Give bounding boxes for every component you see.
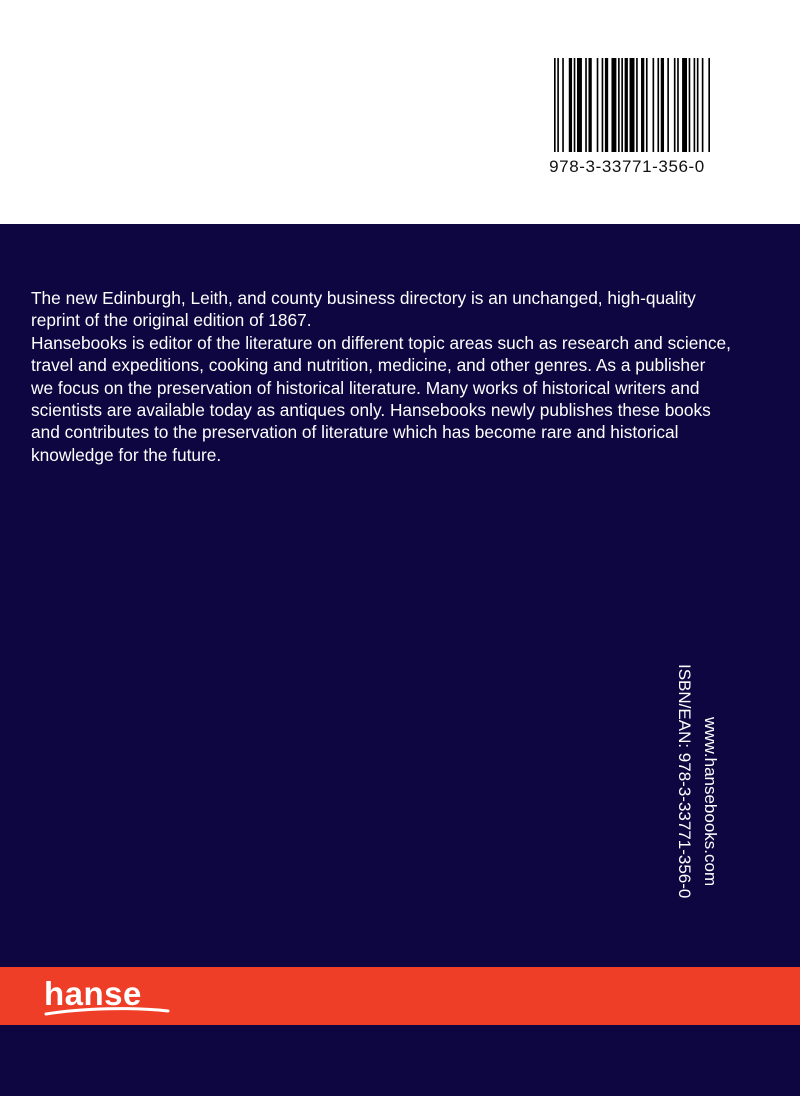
barcode-bar [653, 58, 655, 152]
barcode-number: 978-3-33771-356-0 [549, 157, 705, 176]
barcode-bar [577, 58, 582, 152]
barcode-bar [554, 58, 556, 152]
hanse-logo [44, 977, 172, 1017]
barcode-bar [708, 58, 710, 152]
barcode-bar [697, 58, 699, 152]
barcode-bar [646, 58, 648, 152]
barcode-bar [585, 58, 587, 152]
logo-wordmark: hanse [44, 975, 142, 1012]
barcode-bar [689, 58, 691, 152]
barcode-bar [588, 58, 591, 152]
barcode-bar [602, 58, 604, 152]
barcode-bar [667, 58, 669, 152]
barcode-bar [597, 58, 599, 152]
publisher-website: www.hansebooks.com [701, 717, 720, 887]
barcode-bar [702, 58, 704, 152]
logo-swoosh-icon [44, 1006, 172, 1018]
book-description [31, 287, 731, 466]
barcode-bars [554, 58, 710, 152]
barcode-bar [694, 58, 696, 152]
barcode-bar [574, 58, 576, 152]
barcode-bar [562, 58, 564, 152]
barcode-bar [618, 58, 620, 152]
isbn-ean-label: ISBN/EAN: 978-3-33771-356-0 [675, 664, 694, 899]
barcode-bar [605, 58, 608, 152]
description-paragraph-reprint: The new Edinburgh, Leith, and county business directory is an unchanged, high-quality reprint of the original edition of 1867. [31, 288, 696, 331]
barcode-bar [636, 58, 638, 152]
barcode-bar [657, 58, 659, 152]
barcode [538, 58, 716, 183]
publisher-band [0, 967, 800, 1025]
barcode-area [0, 0, 800, 224]
back-cover-panel [0, 224, 800, 1096]
barcode-bar [557, 58, 559, 152]
barcode-bar [641, 58, 644, 152]
barcode-bar [621, 58, 623, 152]
barcode-bar [661, 58, 664, 152]
barcode-bar [674, 58, 676, 152]
barcode-bar [630, 58, 635, 152]
barcode-bar [682, 58, 687, 152]
description-paragraph-publisher: Hansebooks is editor of the literature on different topic areas such as research and science, travel and expeditions, cooking and nutrition, medicine, and other genres. As a publisher we focus on the preservation of historical literature. Many works of historical writers and scientists are available today as antiques only. Hansebooks newly publishes these books and contributes to the preservation of literature which has become rare and historical knowledge for the future. [31, 332, 731, 465]
barcode-bar [625, 58, 628, 152]
barcode-bar [569, 58, 572, 152]
barcode-bar [677, 58, 679, 152]
barcode-bar [611, 58, 616, 152]
